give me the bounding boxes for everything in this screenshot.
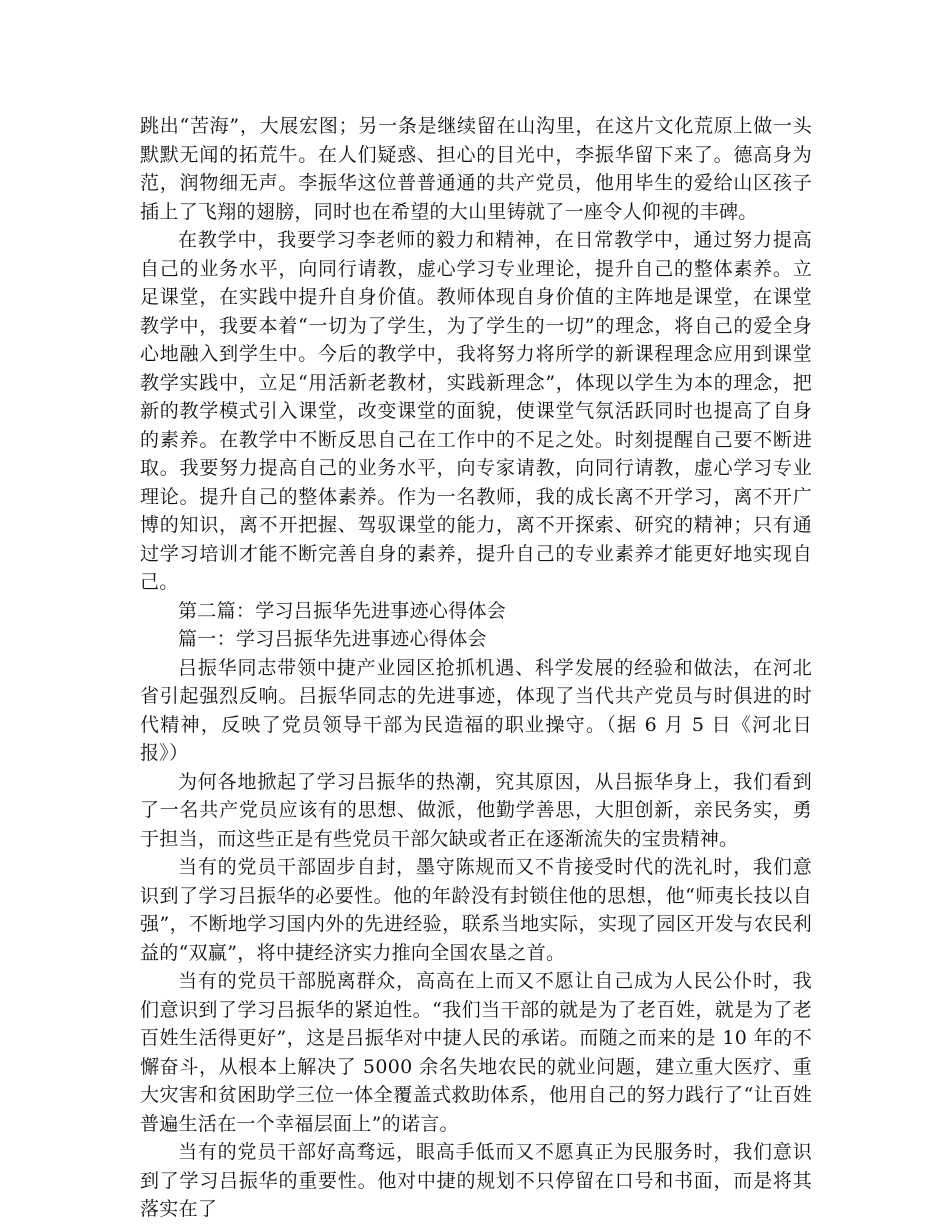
section-heading-second-article: 第二篇：学习吕振华先进事迹心得体会: [178, 599, 507, 622]
paragraph-introduction: 吕振华同志带领中捷产业园区抢抓机遇、科学发展的经验和做法，在河北省引起强烈反响。吕振华同志的先进事迹，体现了当代共产党员与时俱进的时代精神，反映了党员领导干部为民造福的职业操守。（据 6 月 5 日《河北日报》）: [140, 656, 812, 764]
paragraph-urgency: 当有的党员干部脱离群众，高高在上而又不愿让自己成为人民公仆时，我们意识到了学习吕振华的紧迫性。“我们当干部的就是为了老百姓，就是为了老百姓生活得更好”，这是吕振华对中捷人民的承诺。而随之而来的是 10 年的不懈奋斗，从根本上解决了 5000 余名失地农民的就业问题，建立重大医疗、重大灾害和贫困助学三位一体全覆盖式救助体系，他用自己的努力践行了“让百姓普遍生活在一个幸福层面上”的诺言。: [140, 970, 812, 1135]
paragraph-importance: 当有的党员干部好高骛远，眼高手低而又不愿真正为民服务时，我们意识到了学习吕振华的重要性。他对中捷的规划不只停留在口号和书面，而是将其落实在了: [140, 1141, 812, 1220]
paragraph-necessity: 当有的党员干部固步自封，墨守陈规而又不肯接受时代的洗礼时，我们意识到了学习吕振华的必要性。他的年龄没有封锁住他的思想，他“师夷长技以自强”，不断地学习国内外的先进经验，联系当地实际，实现了园区开发与农民利益的“双赢”，将中捷经济实力推向全国农垦之首。: [140, 856, 812, 964]
paragraph-continuation: 跳出“苦海”，大展宏图；另一条是继续留在山沟里，在这片文化荒原上做一头默默无闻的拓荒牛。在人们疑惑、担心的目光中，李振华留下来了。德高身为范，润物细无声。李振华这位普普通通的共产党员，他用毕生的爱给山区孩子插上了飞翔的翅膀，同时也在希望的大山里铸就了一座令人仰视的丰碑。: [140, 115, 812, 223]
document-page: [140, 112, 812, 1224]
section-heading-article-one: 篇一：学习吕振华先进事迹心得体会: [178, 628, 487, 650]
paragraph-why-learn: 为何各地掀起了学习吕振华的热潮，究其原因，从吕振华身上，我们看到了一名共产党员应该有的思想、做派，他勤学善思，大胆创新，亲民务实，勇于担当，而这些正是有些党员干部欠缺或者正在逐渐流失的宝贵精神。: [140, 770, 812, 850]
paragraph-teaching: 在教学中，我要学习李老师的毅力和精神，在日常教学中，通过努力提高自己的业务水平，向同行请教，虚心学习专业理论，提升自己的整体素养。立足课堂，在实践中提升自身价值。教师体现自身价值的主阵地是课堂，在课堂教学中，我要本着“一切为了学生，为了学生的一切”的理念，将自己的爱全身心地融入到学生中。今后的教学中，我将努力将所学的新课程理念应用到课堂教学实践中，立足“用活新老教材，实践新理念”，体现以学生为本的理念，把新的教学模式引入课堂，改变课堂的面貌，使课堂气氛活跃同时也提高了自身的素养。在教学中不断反思自己在工作中的不足之处。时刻提醒自己要不断进取。我要努力提高自己的业务水平，向专家请教，向同行请教，虚心学习专业理论。提升自己的整体素养。作为一名教师，我的成长离不开学习，离不开广博的知识，离不开把握、驾驭课堂的能力，离不开探索、研究的精神；只有通过学习培训才能不断完善自身的素养，提升自己的专业素养才能更好地实现自己。: [140, 229, 812, 593]
